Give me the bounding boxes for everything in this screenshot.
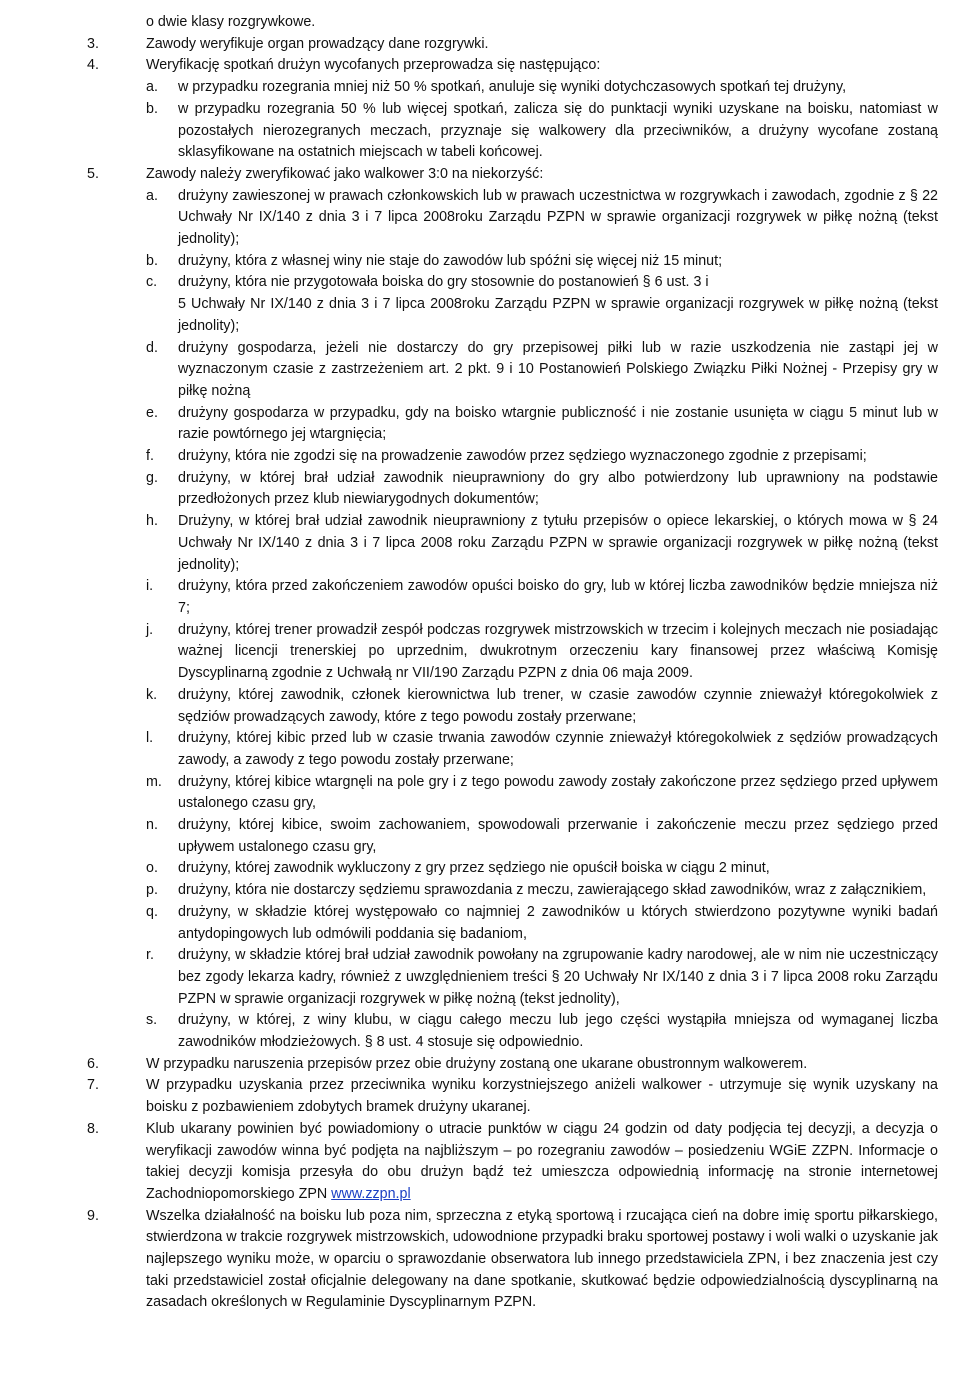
list-item — [0, 1206, 938, 1315]
sub-item-letter: a. — [146, 79, 158, 96]
list-item — [0, 1119, 938, 1206]
sub-item-text: drużyny, której kibice, swoim zachowaniem, spowodowali przerwanie i zakończenie meczu przez sędziego przed upływem ustalonego czasu gry, — [178, 817, 938, 855]
sub-item-letter: g. — [146, 469, 158, 486]
sub-item — [0, 468, 938, 511]
sub-item — [0, 902, 938, 945]
sub-item — [0, 186, 938, 251]
item-number: 6. — [87, 1055, 99, 1072]
sub-item-text: drużyny, której zawodnik, członek kierownictwa lub trener, w czasie zawodów czynnie znieważył któregokolwiek z sędziów prowadzących zawody, które z tego powodu zostały przerwane; — [178, 686, 938, 725]
sub-item-text: drużyny zawieszonej w prawach członkowskich lub w prawach uczestnictwa w rozgrywkach i zawodach, zgodnie z § 22 Uchwały Nr IX/140 z dnia 3 i 7 lipca 2008roku Zarządu PZPN w sprawie organizacji rozgrywek w piłkę nożną (tekst jednolity); — [178, 187, 938, 248]
sub-item — [0, 99, 938, 164]
sub-item-text: drużyny, w składzie której występowało co najmniej 2 zawodników u których stwierdzono pozytywne wyniki badań antydopingowych lub odmówili poddania się badaniom, — [178, 903, 938, 942]
item-number: 5. — [87, 165, 99, 182]
sub-item-text: drużyny, która przed zakończeniem zawodów opuści boisko do gry, lub w której liczba zawodników będzie mniejsza niż 7; — [178, 578, 938, 616]
sub-item-text: drużyny, w której brał udział zawodnik nieuprawniony do gry albo potwierdzony lub uprawniony na podstawie przedłożonych przez klub niewiarygodnych dokumentów; — [178, 469, 938, 508]
sub-item-text: drużyny, która nie dostarczy sędziemu sprawozdania z meczu, zawierającego skład zawodników, wraz z załącznikiem, — [178, 882, 927, 899]
sub-item-text: drużyny, której kibic przed lub w czasie trwania zawodów czynnie znieważył któregokolwiek z sędziów prowadzących zawody, a zawody z tego powodu zostały przerwane; — [178, 730, 938, 768]
sub-item-letter: a. — [146, 187, 158, 204]
zzpn-website-link[interactable]: www.zzpn.pl — [331, 1185, 411, 1202]
item-number: 7. — [87, 1077, 99, 1094]
item-number: 3. — [87, 35, 99, 52]
sub-item-letter: m. — [146, 773, 162, 790]
sub-item-text: drużyny, której zawodnik wykluczony z gry przez sędziego nie opuścił boiska w ciągu 2 minut, — [178, 860, 770, 877]
sub-item-letter: o. — [146, 860, 158, 877]
intro-text: o dwie klasy rozgrywkowe. — [146, 14, 316, 30]
sub-item — [0, 77, 938, 99]
list-item — [0, 34, 938, 56]
item-number: 8. — [87, 1120, 99, 1137]
sub-item-text: drużyny, która nie zgodzi się na prowadzenie zawodów przez sędziego wyznaczonego zgodnie z przepisami; — [178, 448, 867, 465]
sub-item — [0, 446, 938, 468]
sub-item-letter: c. — [146, 274, 158, 291]
item-text: Zawody weryfikuje organ prowadzący dane rozgrywki. — [146, 35, 489, 52]
sub-item — [0, 945, 938, 1010]
item-text: Zawody należy zweryfikować jako walkower 3:0 na niekorzyść: — [146, 165, 544, 182]
sub-item-letter: r. — [146, 947, 154, 964]
sub-item-letter: n. — [146, 817, 158, 834]
sub-item-letter: b. — [146, 252, 158, 269]
sub-item — [0, 251, 938, 273]
sub-item-text: drużyny, która nie przygotowała boiska do gry stosownie do postanowień § 6 ust. 3 i — [178, 274, 709, 291]
sub-item — [0, 338, 938, 403]
sub-item-letter: b. — [146, 100, 158, 117]
sub-item-text: drużyny, której kibice wtargnęli na pole gry i z tego powodu zawody zostały zakończone przez sędziego przed upływem ustalonego czasu gry, — [178, 773, 938, 812]
list-item — [0, 1075, 938, 1118]
sub-item-letter: l. — [146, 730, 154, 747]
sub-item-letter: p. — [146, 882, 158, 899]
item-text: Klub ukarany powinien być powiadomiony o utracie punktów w ciągu 24 godzin od daty podjęcia tej decyzji, a decyzja o weryfikacji zawodów winna być podjęta na najbliższym – po rozegraniu zawodów – posiedzeniu WGiE ZZPN. Informacje o takiej decyzji komisja przesyła do obu drużyn bądź też umieszcza odpowiednią informację na stronie internetowej Zachodniopomorskiego ZPN — [146, 1120, 938, 1202]
sub-item-letter: h. — [146, 513, 158, 530]
sub-item-text: w przypadku rozegrania mniej niż 50 % spotkań, anuluje się wyniki dotychczasowych spotkań tej drużyny, — [178, 79, 847, 96]
sub-item — [0, 576, 938, 619]
sub-item-letter: d. — [146, 339, 158, 356]
sub-item-letter: f. — [146, 448, 154, 465]
sub-item — [0, 403, 938, 446]
sub-item-text: drużyny gospodarza, jeżeli nie dostarczy do gry przepisowej piłki lub w razie uszkodzenia nie zastąpi jej w wyznaczonym czasie z zastrzeżeniem art. 2 pkt. 9 i 10 Postanowień Polskiego Związku Piłki Nożnej - Przepisy gry w piłkę nożną — [178, 339, 938, 399]
sub-item — [0, 272, 938, 294]
sub-item-text: drużyny, której trener prowadził zespół podczas rozgrywek mistrzowskich w trzecim i kolejnych meczach nie posiadając ważnej licencji trenerskiej po uprzednim, dwukrotnym orzeczeniu kary finansowej przez właściwą Komisję Dyscyplinarną zgodnie z Uchwałą nr VII/190 Zarządu PZPN z dnia 06 maja 2009. — [178, 621, 938, 682]
list-item — [0, 1054, 938, 1076]
sub-item — [0, 728, 938, 771]
sub-item-text: drużyny, która z własnej winy nie staje do zawodów lub spóźni się więcej niż 15 minut; — [178, 252, 723, 269]
item-number: 4. — [87, 57, 99, 74]
sub-item-text: drużyny gospodarza w przypadku, gdy na boisko wtargnie publiczność i nie zostanie usunięta w ciągu 5 minut lub w razie powtórnego jej wtargnięcia; — [178, 404, 938, 443]
sub-item — [0, 1010, 938, 1053]
item-text: Wszelka działalność na boisku lub poza nim, sprzeczna z etyką sportową i rzucająca cień na dobre imię sportu piłkarskiego, stwierdzona w trakcie rozgrywek mistrzowskich, udowodnione przypadki braku sportowej postawy i woli walki o uzyskanie jak najlepszego wyniku może, w oparciu o sprawozdanie obserwatora lub innego przedstawiciela ZPN, i bez znaczenia jest czy taki przedstawiciel został oficjalnie delegowany na dane spotkanie, skutkować będzie odpowiedzialnością dyscyplinarną na zasadach określonych w Regulaminie Dyscyplinarnym PZPN. — [146, 1207, 938, 1311]
sub-item — [0, 858, 938, 880]
list-item — [0, 164, 938, 186]
sub-item-letter: e. — [146, 404, 158, 421]
sub-item — [0, 815, 938, 858]
item-text: W przypadku uzyskania przez przeciwnika wyniku korzystniejszego aniżeli walkower - utrzymuje się wynik uzyskany na boisku z pozbawieniem zdobytych bramek drużyny ukaranej. — [146, 1077, 938, 1116]
sub-item-letter: k. — [146, 686, 158, 703]
sub-item-letter: q. — [146, 903, 158, 920]
item-text: Weryfikację spotkań drużyn wycofanych przeprowadza się następująco: — [146, 57, 601, 74]
sub-item — [0, 511, 938, 576]
sub-item-continuation: 5 Uchwały Nr IX/140 z dnia 3 i 7 lipca 2008roku Zarządu PZPN w sprawie organizacji rozgrywek w piłkę nożną (tekst jednolity); — [178, 296, 938, 334]
sub-item — [0, 620, 938, 685]
sub-item-letter: i. — [146, 578, 154, 595]
sub-item-text: w przypadku rozegrania 50 % lub więcej spotkań, zalicza się do punktacji wyniki uzyskane na boisku, natomiast w pozostałych nierozegranych meczach, przyznaje się walkowery dla przeciwników, a drużyny wycofane zostaną sklasyfikowane na ostatnich miejscach w tabeli końcowej. — [178, 100, 938, 161]
sub-item — [0, 685, 938, 728]
sub-item — [0, 772, 938, 815]
sub-item-letter: j. — [146, 621, 154, 638]
item-text: W przypadku naruszenia przepisów przez obie drużyny zostaną one ukarane obustronnym walkowerem. — [146, 1055, 808, 1072]
sub-item-text: drużyny, w składzie której brał udział zawodnik powołany na zgrupowanie kadry narodowej, ale w nim nie uczestniczący bez zgody lekarza kadry, również z uwzględnieniem treści § 20 Uchwały Nr IX/140 z dnia 3 i 7 lipca 2008 roku Zarządu PZPN w sprawie organizacji rozgrywek w piłkę nożną (tekst jednolity), — [178, 947, 938, 1007]
sub-item — [0, 880, 938, 902]
list-item — [0, 55, 938, 77]
sub-item-text: drużyny, w której, z winy klubu, w ciągu całego meczu lub jego części wystąpiła mniejsza od wymaganej liczba zawodników młodzieżowych. § 8 ust. 4 stosuje się odpowiednio. — [178, 1012, 938, 1051]
sub-item-letter: s. — [146, 1012, 158, 1029]
sub-item-text: Drużyny, w której brał udział zawodnik nieuprawniony z tytułu przepisów o opiece lekarskiej, o których mowa w § 24 Uchwały Nr IX/140 z dnia 3 i 7 lipca 2008 roku Zarządu PZPN w sprawie organizacji rozgrywek w piłkę nożną (tekst jednolity); — [178, 513, 938, 573]
item-number: 9. — [87, 1207, 99, 1224]
